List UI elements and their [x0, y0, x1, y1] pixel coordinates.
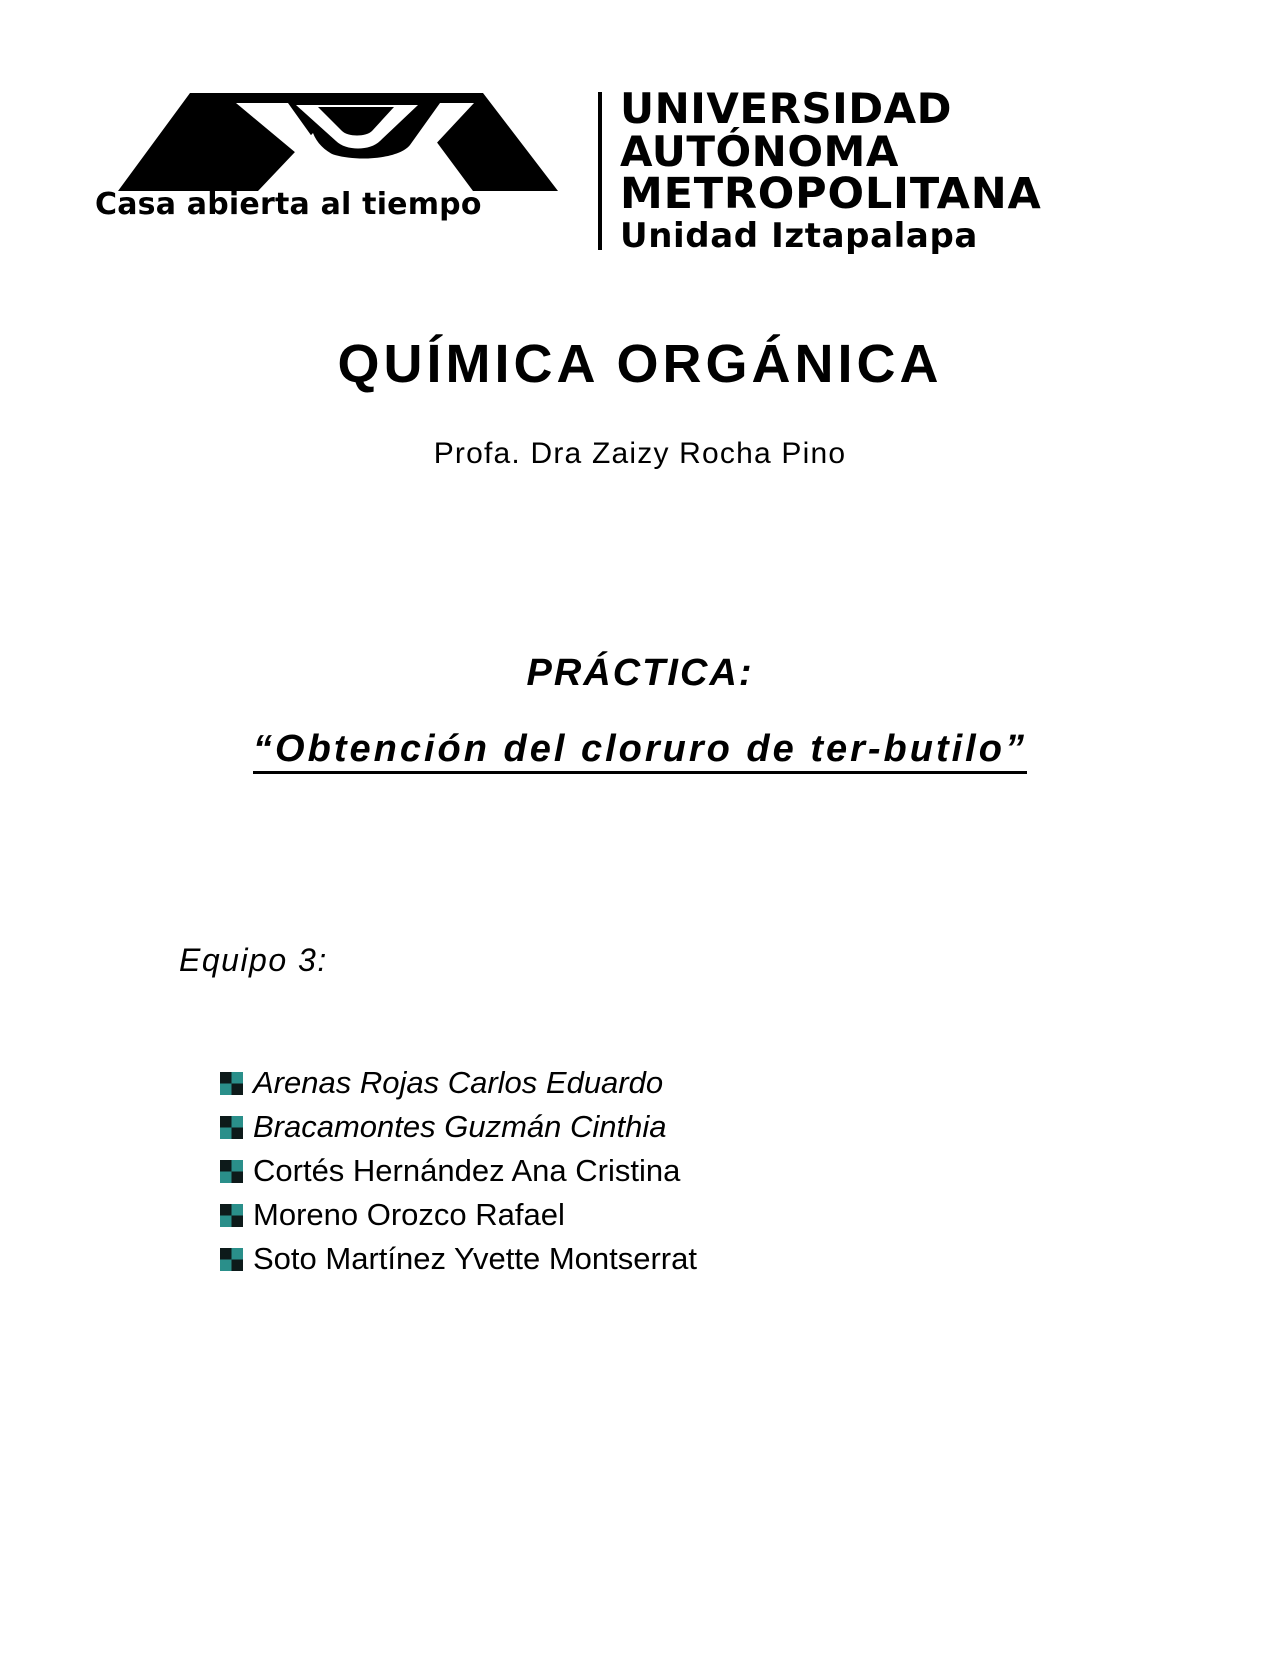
list-item [220, 1105, 697, 1149]
university-name [620, 84, 1042, 256]
list-item [220, 1149, 697, 1193]
member-name: Bracamontes Guzmán Cinthia [253, 1109, 667, 1144]
university-name-line3: METROPOLITANA [620, 169, 1042, 219]
professor-name: Profa. Dra Zaizy Rocha Pino [433, 437, 847, 470]
square-bullet-icon [220, 1204, 243, 1227]
team-label: Equipo 3: [179, 942, 328, 978]
team-members-list [220, 1061, 697, 1281]
member-name: Moreno Orozco Rafael [253, 1197, 565, 1232]
member-name: Arenas Rojas Carlos Eduardo [253, 1065, 664, 1100]
square-bullet-icon [220, 1072, 243, 1095]
square-bullet-icon [220, 1160, 243, 1183]
university-unit: Unidad Iztapalapa [620, 216, 978, 256]
practice-title-container [0, 727, 1280, 774]
logo-divider [598, 92, 602, 250]
practice-title: “Obtención del cloruro de ter-butilo” [253, 727, 1027, 774]
member-name: Soto Martínez Yvette Montserrat [253, 1241, 697, 1276]
list-item [220, 1193, 697, 1237]
logo-tagline: Casa abierta al tiempo [95, 187, 482, 222]
uam-logo-icon [118, 93, 558, 193]
square-bullet-icon [220, 1116, 243, 1139]
square-bullet-icon [220, 1248, 243, 1271]
course-title: QUÍMICA ORGÁNICA [337, 334, 943, 394]
university-name-line2: AUTÓNOMA [620, 127, 899, 176]
list-item [220, 1061, 697, 1105]
member-name: Cortés Hernández Ana Cristina [253, 1153, 681, 1188]
university-logo [90, 85, 1200, 260]
university-name-line1: UNIVERSIDAD [620, 84, 953, 133]
practice-label: PRÁCTICA: [526, 652, 754, 694]
list-item [220, 1237, 697, 1281]
